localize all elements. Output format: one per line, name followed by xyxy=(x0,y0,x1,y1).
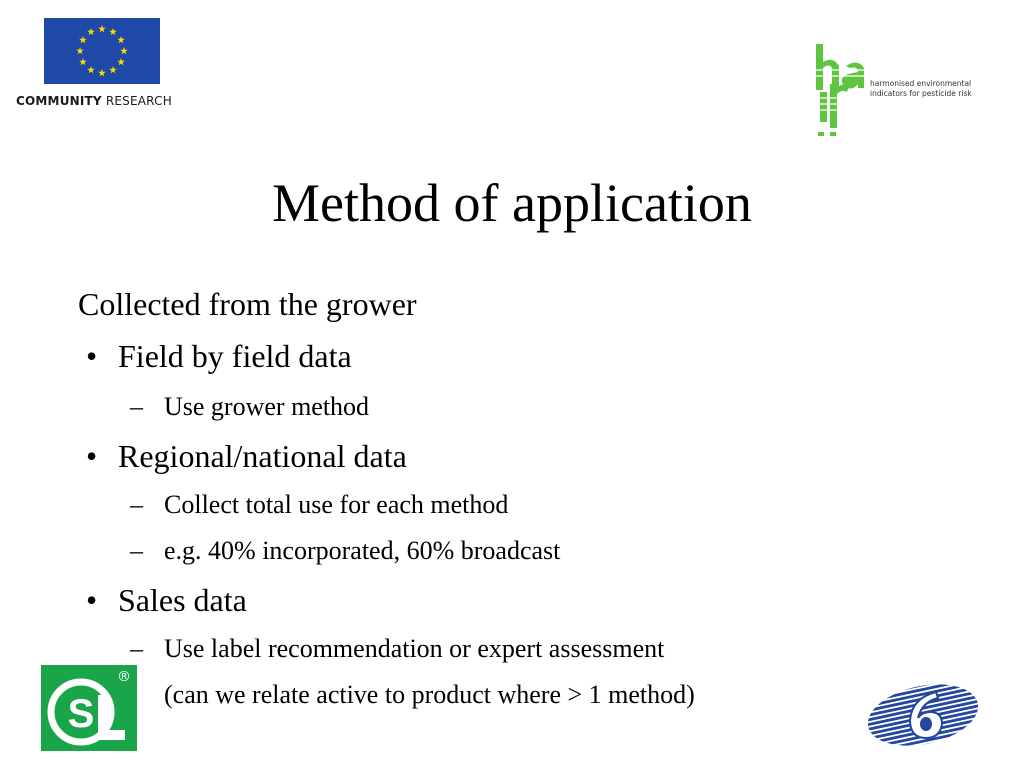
bullet-item: Sales data xyxy=(118,582,247,618)
sub-item: e.g. 40% incorporated, 60% broadcast xyxy=(164,536,561,565)
sub-item: Use label recommendation or expert assessment xyxy=(164,634,665,663)
registered-mark: ® xyxy=(117,669,131,685)
slide-title: Method of application xyxy=(272,173,752,233)
svg-text:S: S xyxy=(67,692,95,736)
hair-logo xyxy=(810,40,990,140)
sub-item: (can we relate active to product where > 1 method) xyxy=(164,680,695,709)
dash-marker: – xyxy=(130,490,143,519)
eu-flag-icon xyxy=(44,18,160,100)
sub-item: Collect total use for each method xyxy=(164,490,509,519)
sub-item: Use grower method xyxy=(164,392,370,421)
eu-caption: COMMUNITY RESEARCH xyxy=(16,94,172,108)
bullet-item: Regional/national data xyxy=(118,438,407,474)
bullet-marker: • xyxy=(86,338,98,374)
community-research-logo xyxy=(16,14,176,114)
intro-text: Collected from the grower xyxy=(78,286,417,322)
dash-marker: – xyxy=(130,392,143,421)
hair-logo-text: harmonised environmental indicators for pesticide risk xyxy=(870,79,972,98)
hair-logo-icon xyxy=(810,40,870,140)
dash-marker: – xyxy=(130,634,143,663)
bullet-marker: • xyxy=(86,582,98,618)
dash-marker: – xyxy=(130,536,143,565)
csl-logo-icon xyxy=(41,665,137,751)
bullet-marker: • xyxy=(86,438,98,474)
bullet-item: Field by field data xyxy=(118,338,352,374)
fp6-logo-icon xyxy=(866,684,980,746)
